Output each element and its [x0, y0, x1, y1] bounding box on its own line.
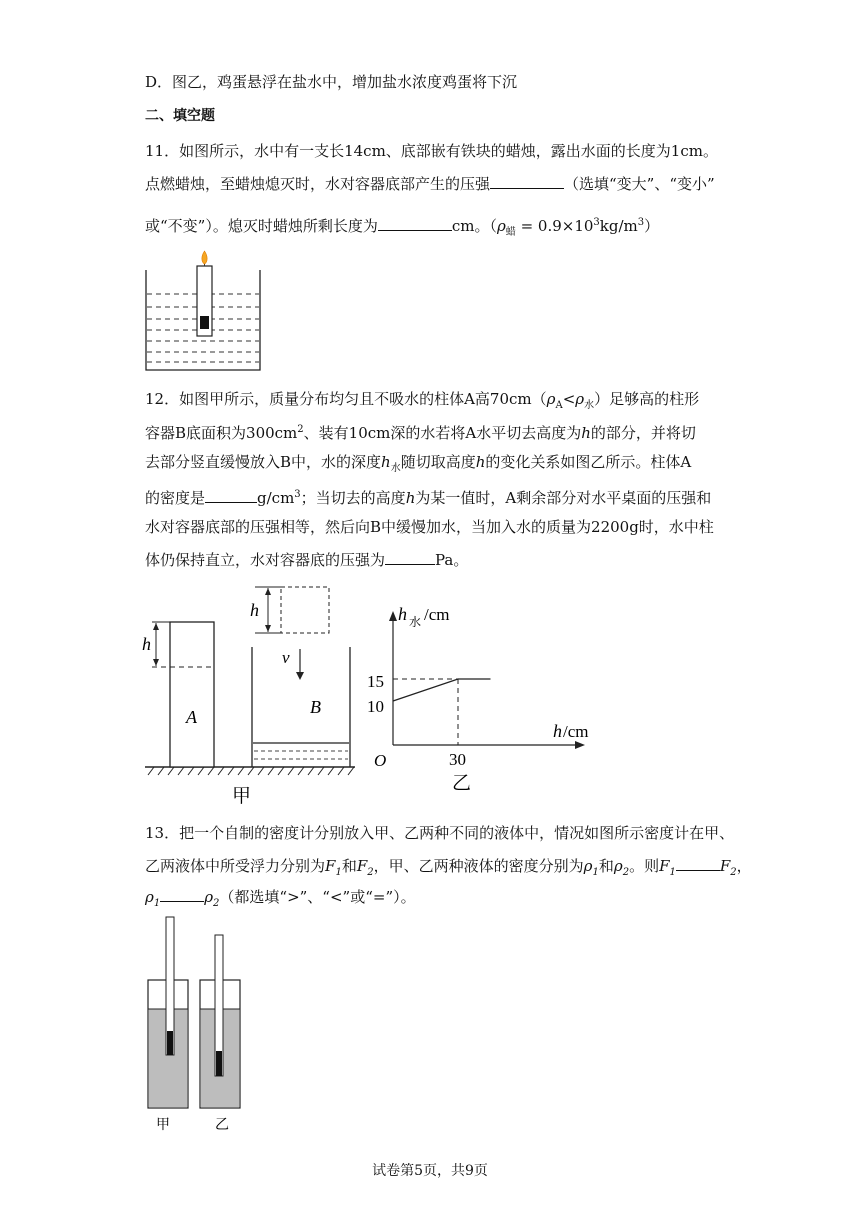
label-jia: 甲 — [232, 786, 252, 805]
iron-block — [200, 316, 209, 329]
ground — [145, 767, 355, 775]
cut-block — [281, 587, 329, 633]
y-axis-sub: 水 — [409, 615, 422, 629]
label-v: v — [282, 648, 290, 667]
label-yi: 乙 — [215, 1118, 229, 1133]
figure-hydrometers — [140, 915, 250, 1135]
figure-jia-setup — [140, 585, 365, 805]
answer-blank[interactable] — [490, 174, 564, 189]
q11-line-1: 11．如图所示，水中有一支长14cm、底部嵌有铁块的蜡烛，露出水面的长度为1cm。 — [145, 142, 718, 160]
label-h: h — [142, 634, 151, 654]
y-axis-unit: /cm — [424, 605, 450, 624]
tick-label-30: 30 — [449, 750, 466, 769]
q11-line-3: 或“不变”）。熄灭时蜡烛所剩长度为 cm。$(\rho_蜡 = 0.9\times 10^3kg/m^3)$ — [145, 217, 660, 238]
tick-label-10: 10 — [367, 697, 384, 716]
q13-line-3: $\rho_1$ $\rho_2$（都选填“>”、“<”或“=”）。 — [145, 888, 416, 909]
x-axis-label: h — [553, 721, 562, 741]
q10-option-d: D．图乙，鸡蛋悬浮在盐水中，增加盐水浓度鸡蛋将下沉 — [145, 73, 518, 91]
q13-line-2: 乙两液体中所受浮力分别为$F_1$和$F_2$，甲、乙两种液体的密度分别为$\rho_1$和$\rho_2$。则$F_1$ $F_2$， — [145, 857, 752, 878]
label-yi: 乙 — [452, 773, 472, 794]
page-footer: 试卷第5页，共9页 — [372, 1163, 488, 1179]
label-b: B — [310, 697, 321, 717]
answer-blank[interactable] — [205, 488, 257, 503]
pillar-a — [170, 622, 214, 767]
q13-line-1: 13．把一个自制的密度计分别放入甲、乙两种不同的液体中，情况如图所示密度计在甲、 — [145, 824, 735, 842]
tick-label-15: 15 — [367, 672, 384, 691]
answer-blank[interactable] — [676, 856, 720, 871]
figure-candle-container — [144, 248, 264, 373]
label-h-cut: h — [250, 600, 259, 620]
answer-blank[interactable] — [160, 887, 204, 902]
y-axis-label: h — [398, 604, 407, 624]
figure-yi-graph — [366, 595, 606, 795]
origin-label: O — [374, 751, 387, 770]
section-title: 二、填空题 — [145, 108, 215, 124]
answer-blank[interactable] — [378, 216, 452, 231]
q12-line-6: 体仍保持直立，水对容器底的压强为 Pa。 — [145, 551, 469, 569]
label-a: A — [186, 707, 197, 727]
series-line — [393, 679, 491, 701]
label-jia: 甲 — [156, 1118, 170, 1133]
flame — [202, 251, 207, 264]
x-axis-unit: /cm — [563, 722, 589, 741]
container-b — [252, 647, 350, 767]
answer-blank[interactable] — [385, 550, 435, 565]
q12-line-2: 容器B底面积为$300cm^2$、装有10cm深的水若将A水平切去高度为h的部分，并将切 — [145, 424, 696, 442]
q12-line-1: 12．如图甲所示，质量分布均匀且不吸水的柱体A高$70cm(\rho_A<\rho_水)$足够高的柱形 — [145, 390, 700, 411]
q12-line-3: 去部分竖直缓慢放入B中，水的深度$h_水$随切取高度h的变化关系如图乙所示。柱体A — [145, 453, 692, 474]
q12-line-5: 水对容器底部的压强相等，然后向B中缓慢加水，当加入水的质量为2200g时，水中柱 — [145, 518, 714, 536]
q11-line-2: 点燃蜡烛，至蜡烛熄灭时，水对容器底部产生的压强 （选填“变大”、“变小” — [145, 175, 715, 193]
q12-line-4: 的密度是 $g/cm^3$；当切去的高度h为某一值时，A剩余部分对水平桌面的压强和 — [145, 489, 712, 507]
